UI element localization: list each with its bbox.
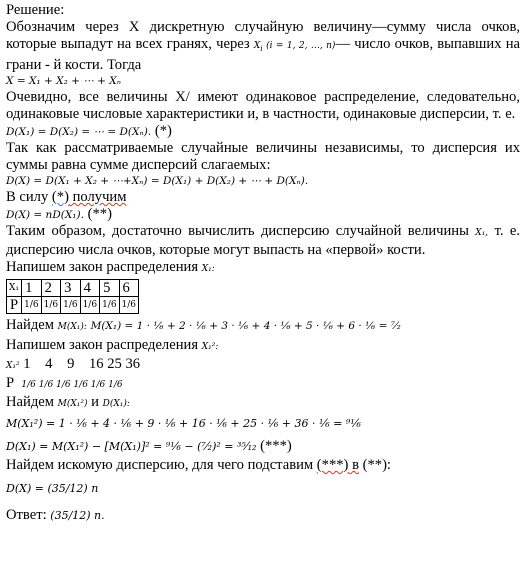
write-law-1 — [6, 259, 520, 278]
table-head-p: P — [7, 296, 22, 313]
table-cell: 4 — [80, 279, 99, 296]
paragraph-definition-end: кости. Тогда — [61, 56, 142, 73]
thus-tail: т. е. дисперсию числа очков, которые могут выпасть на «первой» кости. — [6, 222, 520, 258]
heading: Решение: — [6, 2, 65, 18]
write-law-2-text: Напишем закон распределения — [6, 336, 202, 353]
table-cell: 3 — [61, 279, 80, 296]
formula-nd: D(X) = nD(X₁). — [6, 208, 84, 221]
paragraph-definition-text: Обозначим через X дискретную случайную величину—сумму числа очков, которые выпадут на всех гранях, через — [6, 19, 520, 52]
table-cell: 1/6 — [100, 296, 119, 313]
list-item: 25 — [107, 355, 122, 372]
table-cell: 2 — [41, 279, 60, 296]
paragraph-thus — [6, 223, 520, 259]
table-row-probs — [7, 296, 139, 313]
list-item: 4 — [45, 355, 53, 372]
table-head-x: X₁ — [7, 279, 22, 296]
double-star-ref: (**): — [358, 456, 391, 473]
x1-symbol: X₁, — [475, 227, 489, 238]
find-m2-d-line — [6, 394, 520, 413]
triple-star-ref: (***) — [316, 456, 349, 473]
write-law-1-text: Напишем закон распределения — [6, 258, 202, 275]
list-item: 16 — [88, 355, 104, 372]
find-mean-line — [6, 315, 520, 337]
answer-formula: (35/12) n. — [50, 508, 105, 522]
table-cell: 1/6 — [80, 296, 99, 313]
formula-nd-line — [6, 206, 520, 223]
find-final-text: Найдем искомую дисперсию, для чего подставим — [6, 456, 317, 473]
formula-d1-line — [6, 435, 520, 457]
answer-line — [6, 504, 520, 526]
table-cell: 1/6 — [61, 296, 80, 313]
by-star-text: В силу — [6, 188, 52, 205]
find-text: Найдем — [6, 393, 58, 410]
in-word: в — [348, 456, 359, 473]
write-law-2 — [6, 337, 520, 356]
table-cell: 6 — [119, 279, 138, 296]
xi-range: (i = 1, 2, …, n) — [266, 41, 336, 51]
table-cell: 1/6 — [41, 296, 60, 313]
by-star-tail: получим — [68, 188, 127, 205]
list-item: 9 — [67, 355, 75, 372]
xi-symbol — [254, 41, 336, 51]
xi-sub: i — [260, 43, 263, 53]
paragraph-definition-tail: — число очков, выпавших на грани - й — [6, 36, 520, 73]
formula-d1: D(X₁) = M(X₁²) − [M(X₁)]² = ⁹¹⁄₆ − (⁷⁄₂)² = ³⁵⁄₁₂ — [6, 439, 257, 453]
table-cell: 1/6 — [119, 296, 138, 313]
find-mean-var: M(X₁): — [57, 321, 87, 332]
thus-text: Таким образом, достаточно вычислить дисперсию случайной величины — [6, 222, 476, 239]
by-star-ref: (*) — [51, 188, 69, 205]
distribution-x1-squared-probs — [6, 375, 520, 394]
answer-label: Ответ: — [6, 506, 51, 523]
table-row-values — [7, 279, 139, 296]
list-item: 36 — [125, 355, 141, 372]
formula-m2: M(X₁²) = 1 · ¹⁄₆ + 4 · ¹⁄₆ + 9 · ¹⁄₆ + 16 · ¹⁄₆ + 25 · ¹⁄₆ + 36 · ¹⁄₆ = ⁹¹⁄₆ — [6, 416, 361, 430]
mark-triple-star: (***) — [260, 437, 292, 454]
m2-var: M(X₁²) — [57, 398, 88, 409]
paragraph-definition — [6, 19, 520, 74]
distribution-table-x1 — [6, 279, 139, 314]
formula-equal-line — [6, 123, 520, 140]
formula-mean: M(X₁) = 1 · ¹⁄₆ + 2 · ¹⁄₆ + 3 · ¹⁄₆ + 4 · ¹⁄₆ + 5 · ¹⁄₆ + 6 · ¹⁄₆ = ⁷⁄₂ — [90, 319, 401, 332]
mark-star: (*) — [154, 122, 172, 139]
table-cell: 1/6 — [22, 296, 41, 313]
distribution-x1-squared-values — [6, 356, 520, 375]
formula-final: D(X) = (35/12) n — [6, 481, 99, 495]
formula-sum-variance: D(X) = D(X₁ + X₂ + ⋯+Xₙ) = D(X₁) + D(X₂) + ⋯ + D(Xₙ). — [6, 174, 309, 187]
p-label: P — [6, 374, 15, 391]
paragraph-identical: Очевидно, все величины X/ имеют одинаковое распределение, следовательно, одинаковые числовые характеристики и, в частности, одинаковые дисперсии, т. е. — [6, 88, 520, 122]
formula-sum: X = X₁ + X₂ + ⋯ + Xₙ — [6, 74, 121, 87]
paragraph-by-star — [6, 189, 520, 206]
write-law-1-var: X₁: — [201, 263, 215, 274]
formula-equal: D(X₁) = D(X₂) = ⋯ = D(Xₙ). — [6, 125, 152, 138]
write-law-2-var: X₁²: — [201, 341, 219, 352]
list-item: 1 — [23, 355, 31, 372]
d-var: D(X₁): — [102, 398, 130, 409]
and-text: и — [87, 393, 103, 410]
find-mean-text: Найдем — [6, 316, 58, 333]
x1-squared-head: X₁² — [6, 360, 20, 371]
xi-letter: X — [253, 41, 261, 51]
mark-double-star: (**) — [87, 205, 112, 222]
table-cell: 1 — [22, 279, 41, 296]
probabilities: 1/6 1/6 1/6 1/6 1/6 1/6 — [21, 379, 123, 390]
table-cell: 5 — [100, 279, 119, 296]
paragraph-independent: Так как рассматриваемые случайные величины независимы, то дисперсия их суммы равна сумме дисперсий слагаемых: — [6, 139, 520, 173]
find-final-line — [6, 457, 520, 474]
